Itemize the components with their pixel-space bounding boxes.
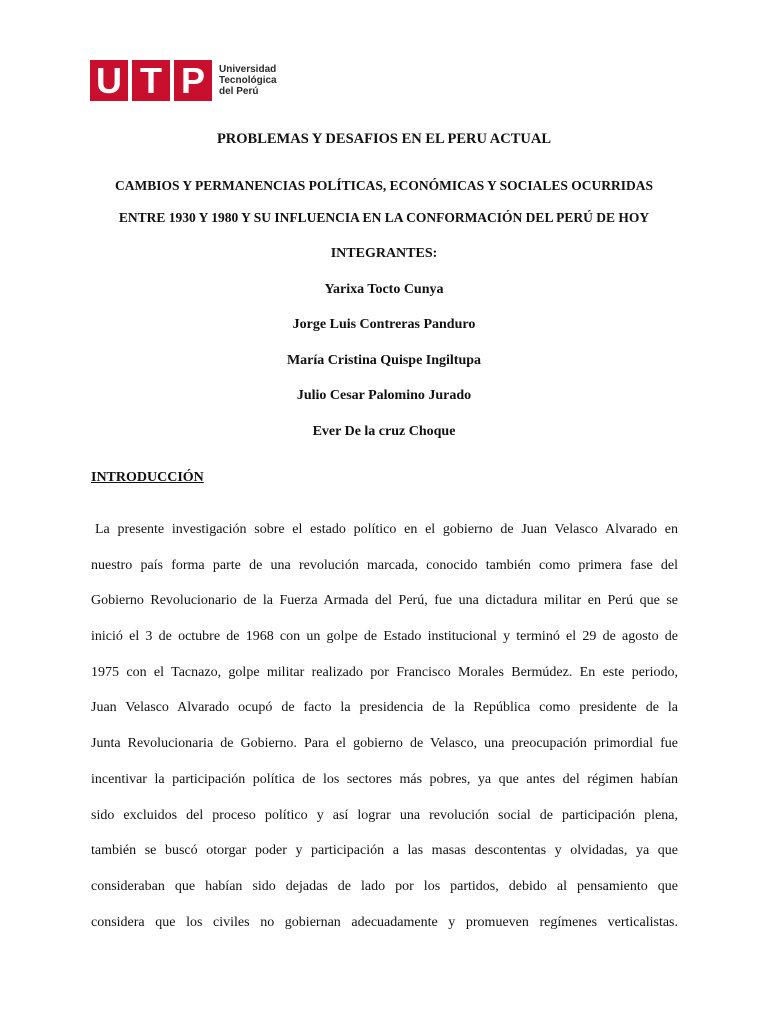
member-name: Julio Cesar Palomino Jurado <box>296 388 472 403</box>
paragraph-line: inició el 3 de octubre de 1968 con un golpe de Estado institucional y terminó el 29 de agosto de <box>91 629 678 645</box>
paragraph-line: nuestro país forma parte de una revolución marcada, conocido también como primera fase del <box>91 557 678 573</box>
document-title: PROBLEMAS Y DESAFIOS EN EL PERU ACTUAL <box>216 131 552 147</box>
paragraph-line: La presente investigación sobre el estado político en el gobierno de Juan Velasco Alvarado en <box>95 522 678 537</box>
logo-text-line: Universidad <box>219 64 277 75</box>
paragraph-line: considera que los civiles no gobiernan adecuadamente y promueven regímenes verticalistas. <box>91 914 678 930</box>
logo-letter-u: U <box>90 60 132 101</box>
logo-wordmark <box>219 64 277 97</box>
paragraph-line: Juan Velasco Alvarado ocupó de facto la presidencia de la República como presidente de la <box>91 700 678 716</box>
paragraph-line: Junta Revolucionaria de Gobierno. Para el gobierno de Velasco, una preocupación primordial fue <box>91 736 678 752</box>
member-name: Yarixa Tocto Cunya <box>324 282 444 297</box>
introduction-paragraph <box>91 512 678 940</box>
document-subtitle-line-1: CAMBIOS Y PERMANENCIAS POLÍTICAS, ECONÓMICAS Y SOCIALES OCURRIDAS <box>114 178 654 193</box>
paragraph-line: Gobierno Revolucionario de la Fuerza Armada del Perú, fue una dictadura militar en Perú que se <box>91 593 678 609</box>
introduction-heading: INTRODUCCIÓN <box>91 470 204 485</box>
member-name: Jorge Luis Contreras Panduro <box>292 317 476 332</box>
member-name: María Cristina Quispe Ingiltupa <box>286 353 482 368</box>
paragraph-line: incentivar la participación política de los sectores más pobres, ya que antes del régimen habían <box>91 771 678 787</box>
logo-text-line: del Perú <box>219 86 259 97</box>
paragraph-line: sido excluidos del proceso político y así lograr una revolución social de participación plena, <box>91 807 678 823</box>
member-name: Ever De la cruz Choque <box>312 424 456 439</box>
document-subtitle-line-2: ENTRE 1930 Y 1980 Y SU INFLUENCIA EN LA CONFORMACIÓN DEL PERÚ DE HOY <box>118 210 650 225</box>
paragraph-line: también se buscó otorgar poder y participación a las masas descontentas y olvidadas, ya que <box>91 843 678 859</box>
logo-letter-t: T <box>132 60 174 101</box>
logo-text-line: Tecnológica <box>219 75 277 86</box>
logo-letter-p: P <box>180 60 205 101</box>
utp-logo <box>90 60 277 101</box>
utp-logo-mark <box>90 60 212 101</box>
members-heading: INTEGRANTES: <box>330 246 438 261</box>
paragraph-line: 1975 con el Tacnazo, golpe militar realizado por Francisco Morales Bermúdez. En este periodo, <box>91 664 678 680</box>
paragraph-line: consideraban que habían sido dejadas de lado por los partidos, debido al pensamiento que <box>91 878 678 894</box>
